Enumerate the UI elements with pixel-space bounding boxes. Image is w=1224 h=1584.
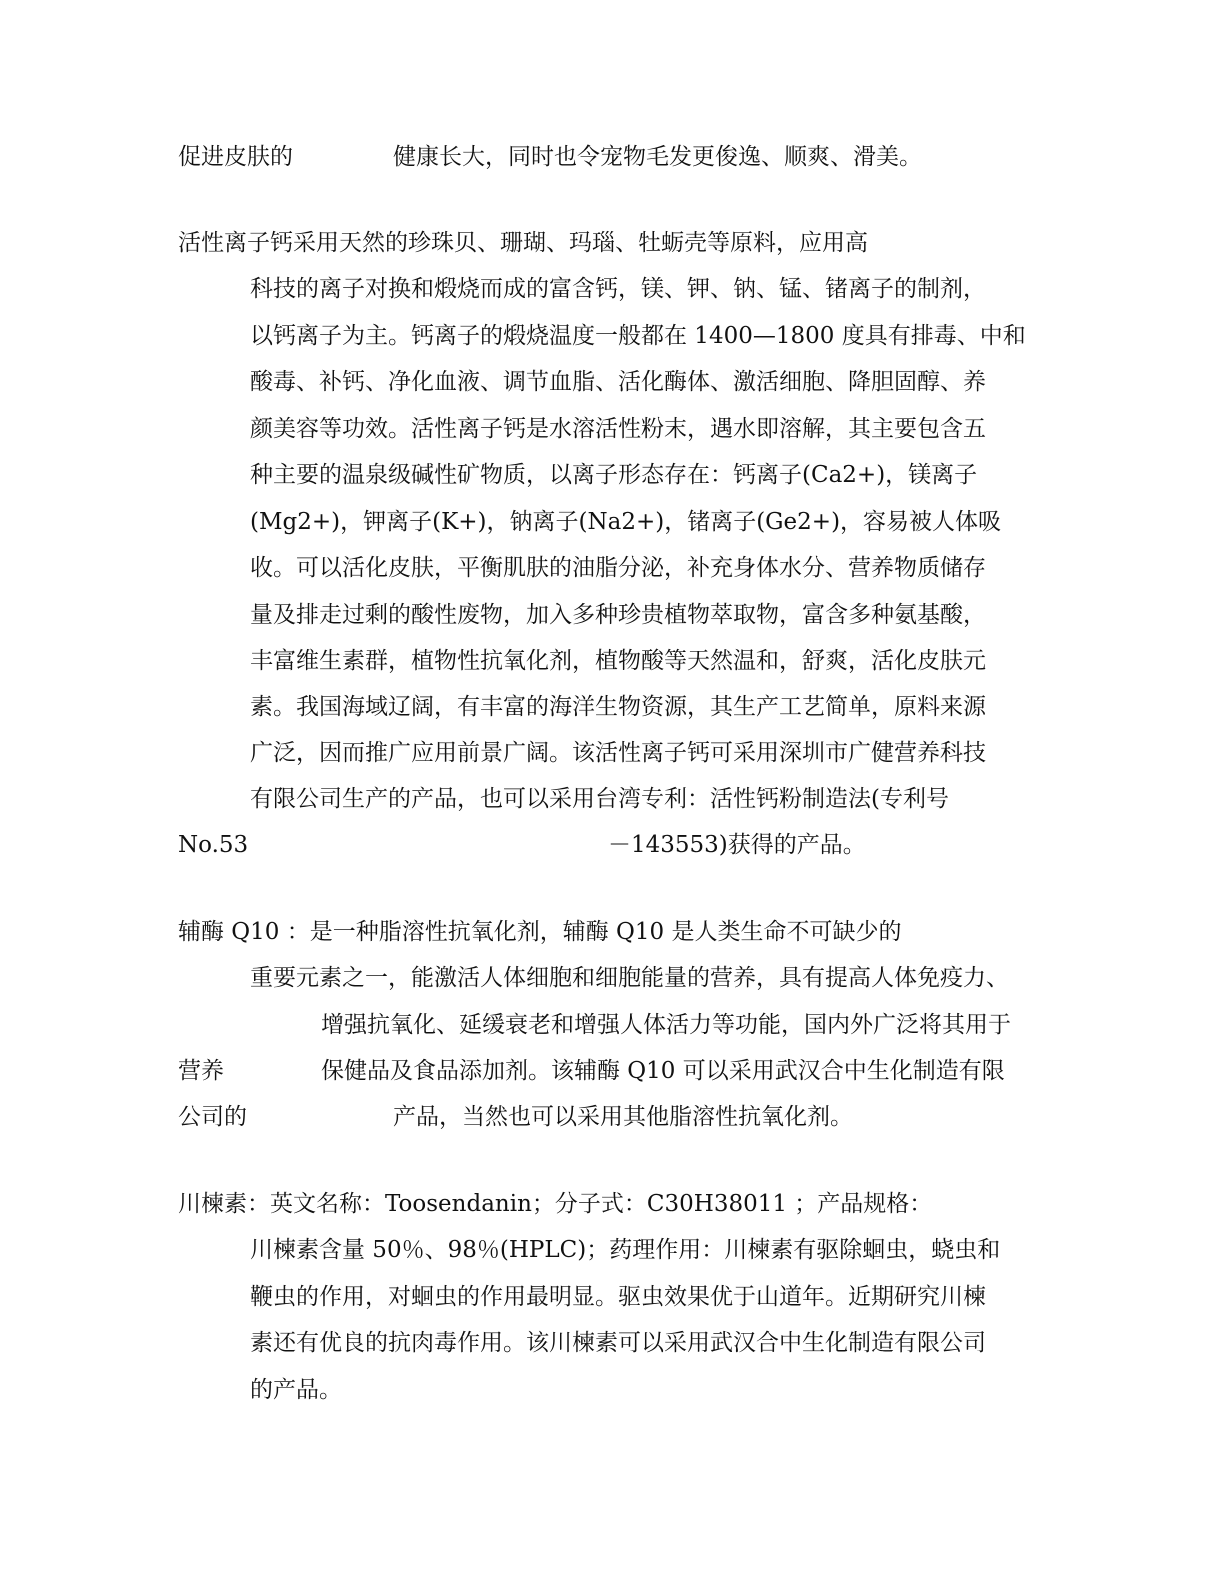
text-line: 川楝素含量 50％、98％(HPLC)；药理作用：川楝素有驱除蛔虫，蛲虫和 <box>250 1237 1001 1263</box>
text-line: 公司的 <box>178 1104 247 1130</box>
text-line: 健康长大，同时也令宠物毛发更俊逸、顺爽、滑美。 <box>393 144 922 170</box>
text-line: 营养 <box>178 1058 224 1084</box>
text-line: 量及排走过剩的酸性废物，加入多种珍贵植物萃取物，富含多种氨基酸， <box>250 602 986 628</box>
text-line: 活性离子钙采用天然的珍珠贝、珊瑚、玛瑙、牡蛎壳等原料，应用高 <box>178 230 868 256</box>
text-line: 科技的离子对换和煅烧而成的富含钙，镁、钾、钠、锰、锗离子的制剂， <box>250 276 986 302</box>
text-line: 素。我国海域辽阔，有丰富的海洋生物资源，其生产工艺简单，原料来源 <box>250 694 986 720</box>
text-line: 产品，当然也可以采用其他脂溶性抗氧化剂。 <box>393 1104 853 1130</box>
text-line: (Mg2+)，钾离子(K+)，钠离子(Na2+)，锗离子(Ge2+)，容易被人体吸 <box>250 509 1002 535</box>
text-line: 素还有优良的抗肉毒作用。该川楝素可以采用武汉合中生化制造有限公司 <box>250 1330 986 1356</box>
text-line: 种主要的温泉级碱性矿物质，以离子形态存在：钙离子(Ca2+)，镁离子 <box>250 462 978 488</box>
text-line: 辅酶 Q10 ：是一种脂溶性抗氧化剂，辅酶 Q10 是人类生命不可缺少的 <box>178 919 902 945</box>
text-line: 有限公司生产的产品，也可以采用台湾专利：活性钙粉制造法(专利号 <box>250 786 949 812</box>
text-line: 保健品及食品添加剂。该辅酶 Q10 可以采用武汉合中生化制造有限 <box>321 1058 1005 1084</box>
text-line: 重要元素之一，能激活人体细胞和细胞能量的营养，具有提高人体免疫力、 <box>250 965 1009 991</box>
text-line: No.53 <box>178 832 249 858</box>
text-line: 酸毒、补钙、净化血液、调节血脂、活化酶体、激活细胞、降胆固醇、养 <box>250 369 986 395</box>
text-line: －143553)获得的产品。 <box>608 832 866 858</box>
text-line: 川楝素：英文名称：Toosendanin；分子式：C30H38011 ；产品规格： <box>178 1191 933 1217</box>
text-line: 鞭虫的作用，对蛔虫的作用最明显。驱虫效果优于山道年。近期研究川楝 <box>250 1284 986 1310</box>
text-line: 的产品。 <box>250 1377 342 1403</box>
text-line: 促进皮肤的 <box>178 144 293 170</box>
text-line: 收。可以活化皮肤，平衡肌肤的油脂分泌，补充身体水分、营养物质储存 <box>250 555 986 581</box>
text-line: 颜美容等功效。活性离子钙是水溶活性粉末，遇水即溶解，其主要包含五 <box>250 416 986 442</box>
text-line: 增强抗氧化、延缓衰老和增强人体活力等功能，国内外广泛将其用于 <box>321 1012 1011 1038</box>
text-line: 以钙离子为主。钙离子的煅烧温度一般都在 1400—1800 度具有排毒、中和 <box>250 323 1026 349</box>
text-line: 广泛，因而推广应用前景广阔。该活性离子钙可采用深圳市广健营养科技 <box>250 740 986 766</box>
text-line: 丰富维生素群，植物性抗氧化剂，植物酸等天然温和，舒爽，活化皮肤元 <box>250 648 986 674</box>
